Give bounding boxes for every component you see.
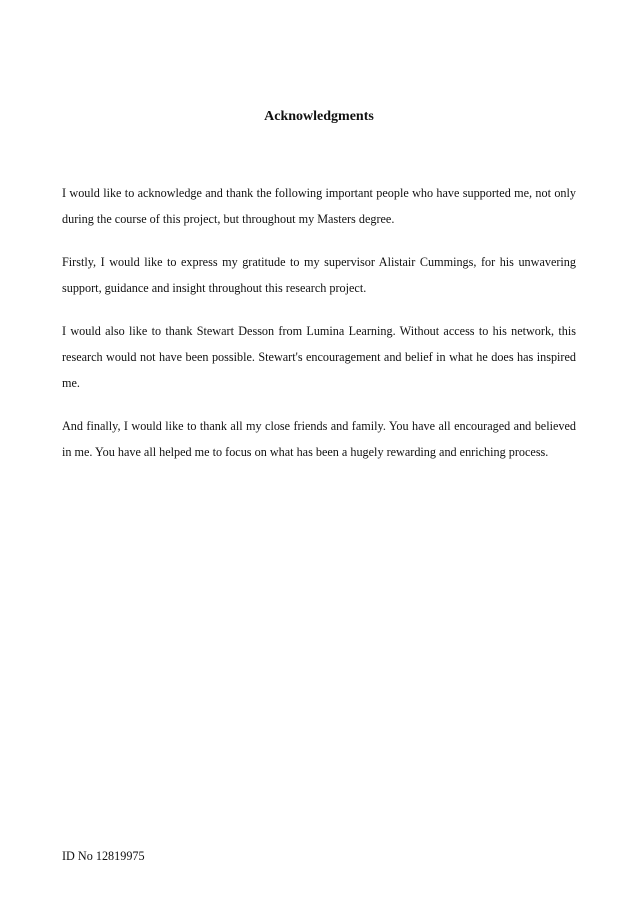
acknowledgments-body [62, 180, 576, 482]
paragraph-4: And finally, I would like to thank all my close friends and family. You have all encouraged and believed in me. You have all helped me to focus on what has been a hugely rewarding and enriching process. [62, 419, 576, 459]
paragraph-1: I would like to acknowledge and thank the following important people who have supported me, not only during the course of this project, but throughout my Masters degree. [62, 186, 576, 226]
paragraph-2: Firstly, I would like to express my gratitude to my supervisor Alistair Cummings, for his unwavering support, guidance and insight throughout this research project. [62, 255, 576, 295]
page-title: Acknowledgments [264, 109, 374, 124]
id-number-footer: ID No 12819975 [62, 849, 145, 863]
paragraph-3: I would also like to thank Stewart Desson from Lumina Learning. Without access to his network, this research would not have been possible. Stewart's encouragement and belief in what he does has inspired me. [62, 324, 576, 390]
